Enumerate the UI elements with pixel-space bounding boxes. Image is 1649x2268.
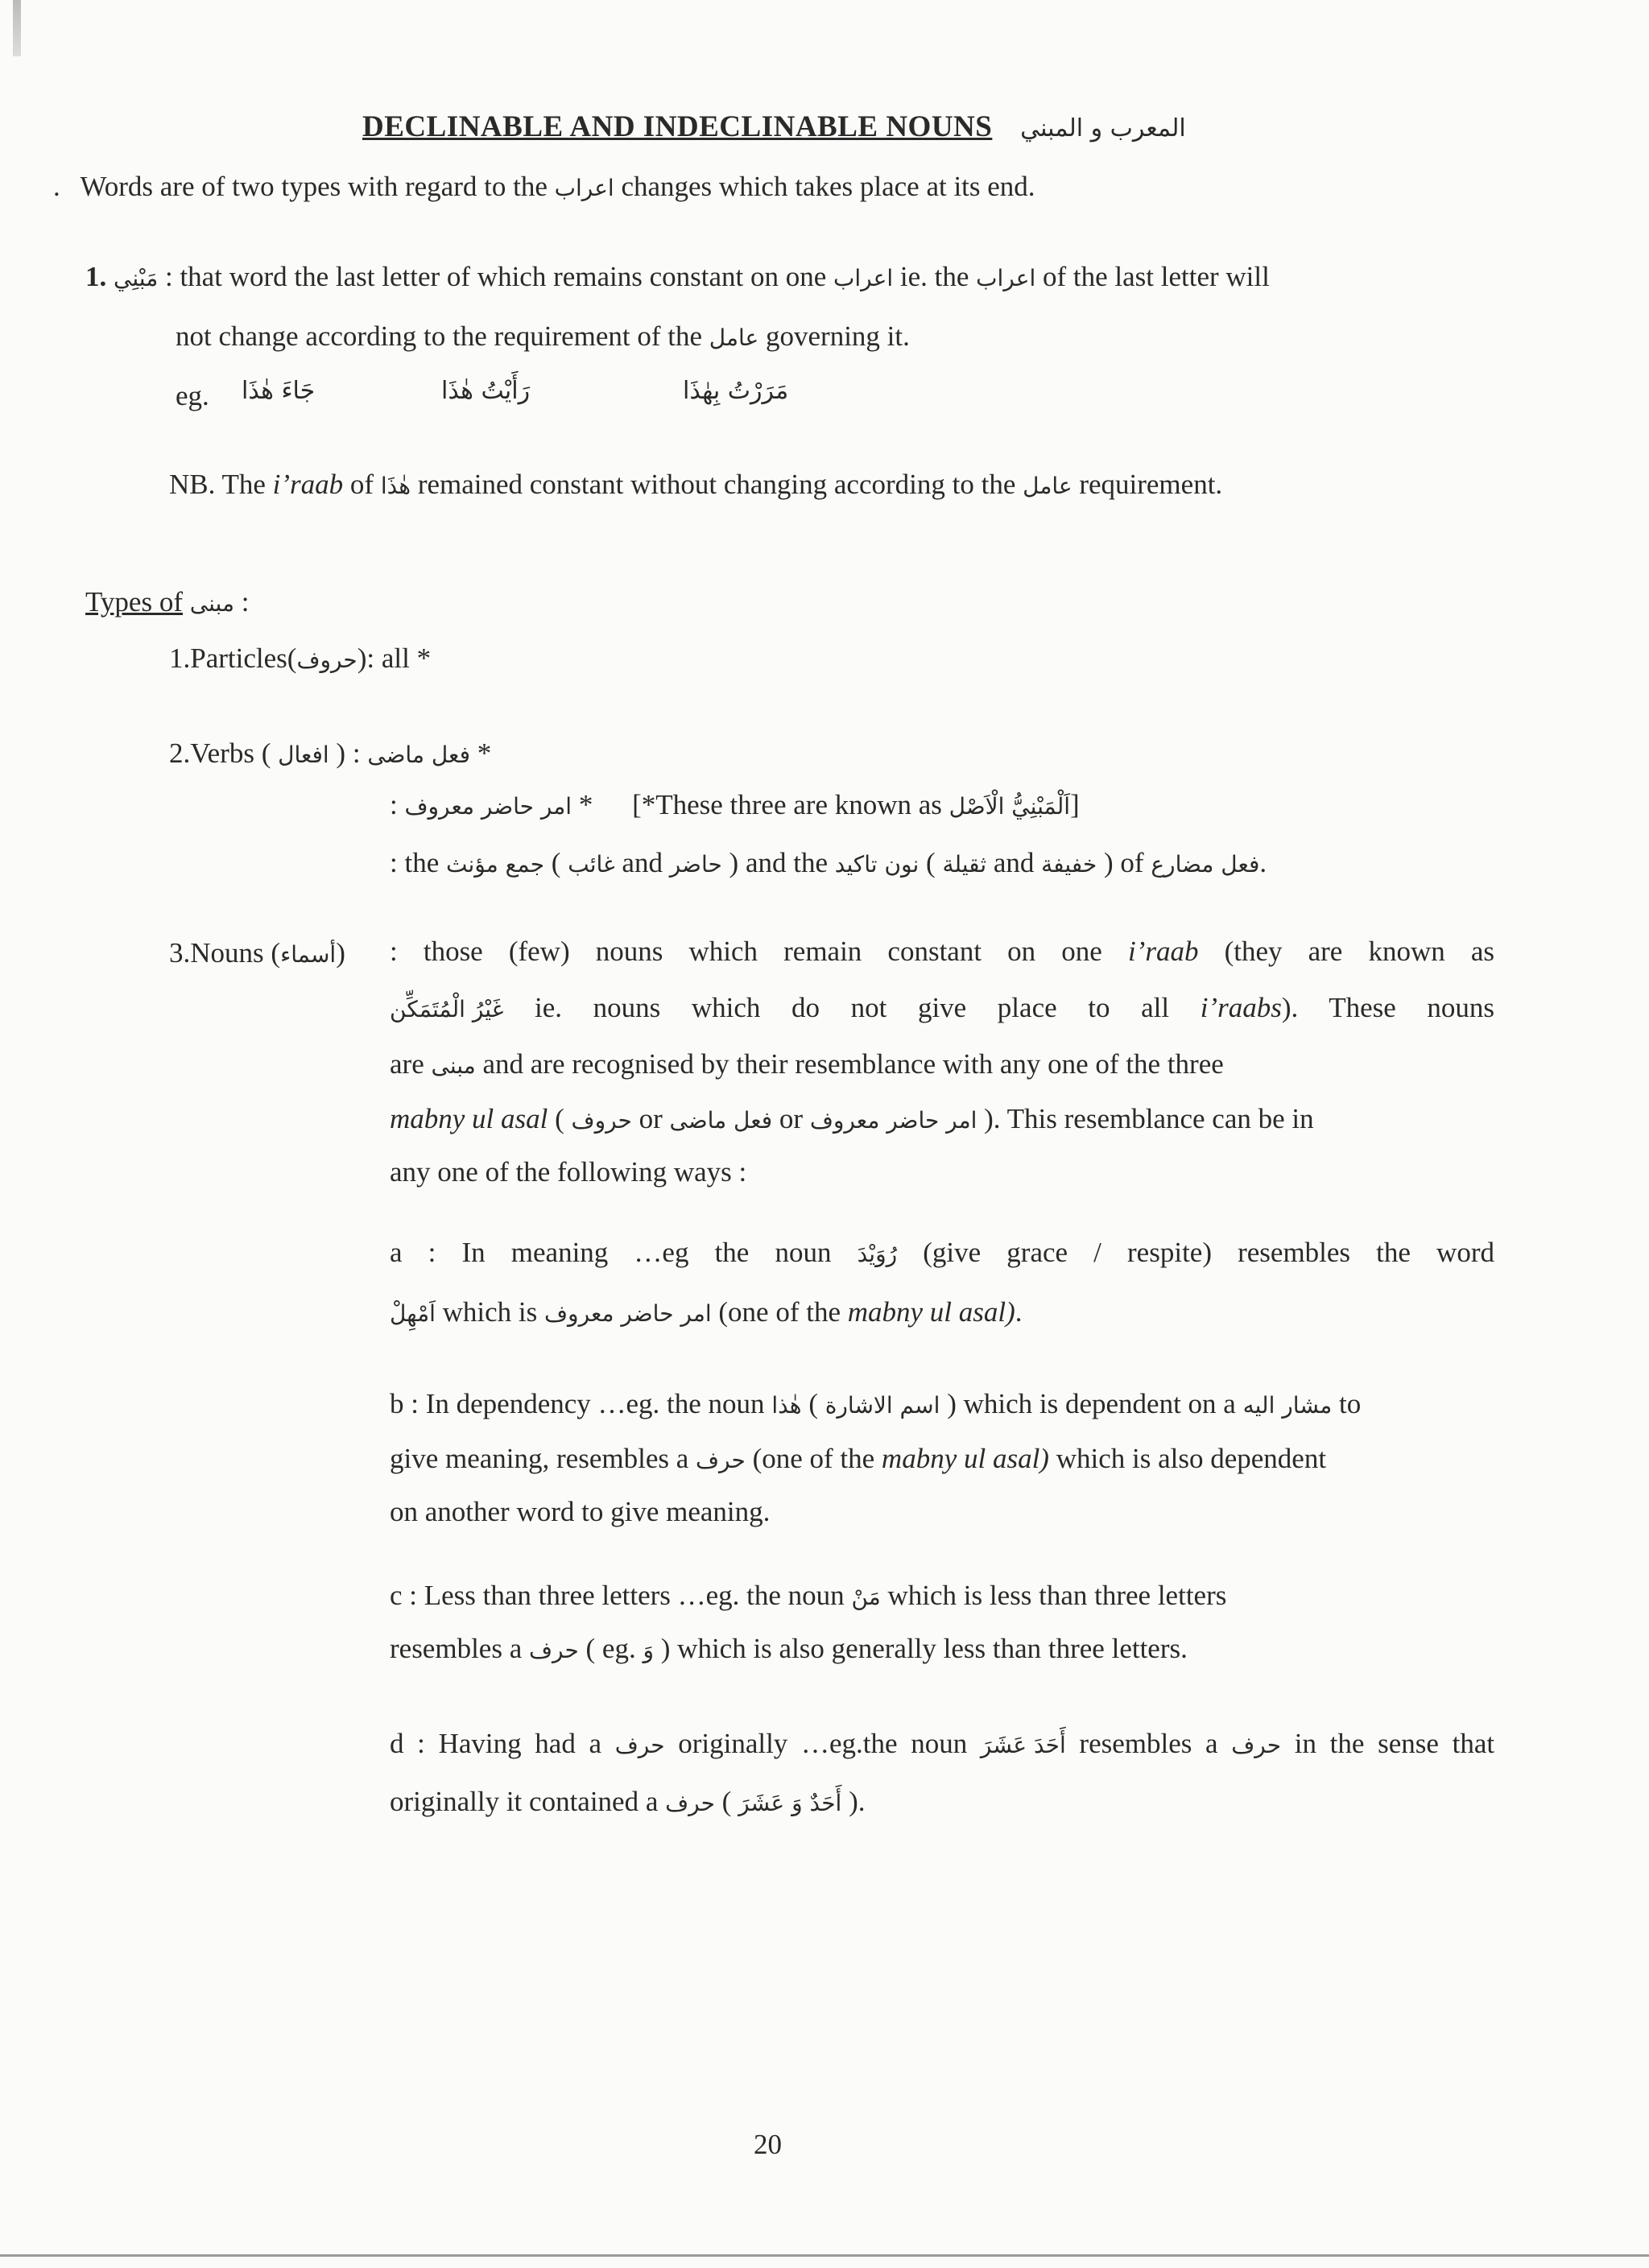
nouns-line4 (390, 1103, 1314, 1135)
verbs-arabic: غائب (568, 851, 615, 878)
nb-text: of (349, 469, 374, 500)
example-3: مَرَرْتُ بِهٰذَا (683, 377, 789, 405)
particles-line (169, 642, 431, 675)
definition-text: of the last letter will (1042, 261, 1270, 292)
mabny-ul-asal: mabny ul asal (390, 1103, 548, 1134)
way-b-text: on another word to give meaning. (390, 1496, 771, 1527)
intro-text-end: changes which takes place at its end. (621, 171, 1035, 202)
nouns-text: or (779, 1103, 804, 1134)
way-b-text: which is also dependent (1056, 1443, 1327, 1474)
arabic-iraab: اعراب (833, 265, 894, 291)
verbs-text: ) and the (729, 847, 828, 878)
nouns-line5 (390, 1156, 746, 1188)
way-d-arabic: حرف (665, 1790, 715, 1816)
particles-text: ): all * (357, 642, 432, 674)
way-d-text: originally it contained a (390, 1786, 659, 1817)
way-d-arabic: حرف (614, 1732, 665, 1758)
way-d-arabic: حرف (1231, 1732, 1282, 1758)
verbs-text: ) of (1104, 847, 1144, 878)
example-1: جَاءَ هٰذَا (242, 377, 316, 405)
nouns-label (169, 937, 345, 969)
ruwayda-arabic: رُوَيْدَ (857, 1241, 898, 1267)
man-arabic: مَنْ (851, 1584, 881, 1610)
nouns-text: 3.Nouns ( (169, 937, 281, 969)
item-number: 1. (85, 261, 107, 292)
nouns-arabic: امر حاضر معروف (809, 1107, 977, 1134)
verbs-colon: : (390, 789, 398, 820)
way-b-arabic: هٰذا (771, 1392, 802, 1419)
verbs-arabic: خفيفة (1041, 851, 1097, 878)
ghayr-mutamakkin-arabic: غَيْرُ الْمُتَمَكِّن (390, 996, 504, 1022)
ahadun-wa-ashara-arabic: أَحَدٌ وَ عَشَرَ (738, 1790, 842, 1816)
way-c-line1 (390, 1580, 1226, 1612)
way-b-line1 (390, 1388, 1361, 1420)
verb-amr-hadir: امر حاضر معروف (404, 793, 572, 820)
way-b-text: ( (808, 1388, 818, 1419)
nouns-iraabs: i’raabs (1200, 992, 1282, 1023)
way-d-text: originally …eg.the noun (678, 1728, 968, 1759)
verbs-text: ( (926, 847, 936, 878)
verbs-arabic: ثقيلة (942, 851, 987, 878)
nb-text: NB. The (169, 469, 266, 500)
way-c-text: ) which is also generally less than three letters. (660, 1633, 1188, 1664)
nouns-text: ) (336, 937, 345, 969)
way-d-line2 (390, 1786, 865, 1818)
ahada-ashara-arabic: أَحَدَ عَشَرَ (980, 1732, 1066, 1758)
definition-text: : that word the last letter of which remains constant on one (164, 261, 827, 292)
way-c-text: ( eg. (585, 1633, 636, 1664)
way-b-text: give meaning, resembles a (390, 1443, 689, 1474)
wa-arabic: وَ (643, 1637, 655, 1663)
way-d-text: ). (849, 1786, 866, 1817)
way-a-arabic: امر حاضر معروف (544, 1300, 712, 1327)
nb-text: remained constant without changing according to the (417, 469, 1016, 500)
way-b-text: to (1339, 1388, 1362, 1419)
verbs-arabic: حاضر (669, 851, 722, 878)
nb-arabic: عامل (1023, 473, 1072, 499)
mabny-ul-asal: mabny ul asal) (881, 1443, 1049, 1474)
verbs-arabic: افعال (278, 742, 329, 768)
verbs-text: and (622, 847, 663, 878)
amhil-arabic: اَمْهِلْ (390, 1300, 436, 1327)
way-d-text: ( (721, 1786, 732, 1817)
way-b-arabic: اسم الاشارة (824, 1392, 940, 1419)
way-a-line1 (390, 1237, 1494, 1269)
definition-text: governing it. (766, 320, 910, 352)
title-arabic: المعرب و المبني (1020, 114, 1186, 143)
example-2: رَأَيْتُ هٰذَا (441, 377, 531, 405)
nouns-line3 (390, 1048, 1224, 1080)
way-a-text: a : In meaning …eg the noun (390, 1237, 832, 1268)
verb-star: * (578, 789, 593, 820)
mabni-definition-line2 (176, 320, 910, 353)
way-c-text: c : Less than three letters …eg. the noun (390, 1580, 845, 1611)
mabni-definition-line1 (85, 261, 1270, 293)
way-b-text: b : In dependency …eg. the noun (390, 1388, 765, 1419)
nb-iraab: i’raab (272, 469, 344, 500)
nouns-iraab: i’raab (1127, 936, 1199, 967)
mabni-al-asal-arabic: اَلْمَبْنِيُّ الْاَصْل (948, 793, 1071, 820)
types-arabic: مبنى (189, 590, 234, 617)
nouns-text: or (639, 1103, 663, 1134)
verbs-text: 2.Verbs ( (169, 737, 271, 769)
mabny-ul-asal: mabny ul asal) (847, 1296, 1015, 1328)
nouns-text: ( (555, 1103, 564, 1134)
types-colon: : (241, 586, 250, 618)
nouns-text: ie. nouns which do not give place to all (534, 992, 1170, 1023)
nouns-arabic: فعل ماضى (669, 1107, 773, 1134)
nouns-arabic: مبنى (431, 1052, 476, 1079)
way-c-text: resembles a (390, 1633, 523, 1664)
way-d-line1 (390, 1728, 1494, 1760)
definition-text: ie. the (899, 261, 969, 292)
page-title (362, 109, 1186, 144)
verb-fil-madi: فعل ماضى (367, 742, 470, 768)
verbs-arabic: نون تاكيد (834, 851, 920, 878)
way-b-arabic: حرف (696, 1447, 746, 1473)
nb-line (169, 469, 1222, 501)
way-b-arabic: مشار اليه (1242, 1392, 1333, 1419)
intro-bullet: . (53, 171, 60, 202)
eg-label: eg. (176, 380, 209, 411)
particles-text: 1.Particles( (169, 642, 297, 674)
nb-arabic: هٰذَا (380, 473, 411, 499)
mabni-term: مَبْنِي (114, 265, 159, 291)
intro-line (53, 171, 1035, 203)
way-a-text: (one of the (718, 1296, 841, 1328)
verbs-line2 (390, 789, 1080, 821)
staple-mark (13, 0, 21, 56)
bottom-edge-line (0, 2254, 1649, 2257)
examples-line (176, 377, 836, 425)
way-a-text: . (1015, 1296, 1023, 1328)
verb-star: * (477, 737, 492, 769)
nouns-text: ). This resemblance can be in (984, 1103, 1314, 1134)
particles-arabic: حروف (296, 647, 357, 673)
arabic-iraab: اعراب (976, 265, 1036, 291)
verbs-text: and (993, 847, 1035, 878)
nouns-line2 (390, 992, 1494, 1024)
page-number: 20 (754, 2129, 782, 2160)
nouns-text: (they are known as (1224, 936, 1495, 967)
nouns-text: and are recognised by their resemblance with any one of the three (482, 1048, 1224, 1080)
way-c-text: which is less than three letters (887, 1580, 1227, 1611)
title-english: DECLINABLE AND INDECLINABLE NOUNS (362, 110, 993, 143)
intro-text: Words are of two types with regard to the (80, 171, 548, 202)
nouns-text: ). These nouns (1281, 992, 1495, 1023)
way-d-text: in the sense that (1294, 1728, 1495, 1759)
types-label: Types of (85, 586, 183, 618)
way-a-line2 (390, 1296, 1023, 1328)
verbs-text: ) : (336, 737, 361, 769)
nouns-text: are (390, 1048, 424, 1080)
verbs-line3 (390, 847, 1267, 879)
way-c-line2 (390, 1633, 1188, 1665)
types-heading (85, 586, 249, 618)
verbs-arabic: فعل مضارع (1151, 851, 1260, 878)
verbs-text: . (1259, 847, 1267, 878)
verbs-note-end: ] (1070, 789, 1080, 820)
way-a-text: which is (442, 1296, 538, 1328)
verbs-line1 (169, 737, 491, 770)
verbs-text: ( (551, 847, 561, 878)
nouns-arabic: أسماء (280, 941, 337, 968)
nouns-text: any one of the following ways : (390, 1156, 747, 1188)
intro-arabic: اعراب (554, 175, 614, 201)
definition-text: not change according to the requirement of the (176, 320, 703, 352)
way-b-text: (one of the (752, 1443, 875, 1474)
verbs-text: : the (390, 847, 440, 878)
way-c-arabic: حرف (528, 1637, 579, 1663)
way-a-text: (give grace / respite) resembles the word (923, 1237, 1494, 1268)
nouns-line1 (390, 936, 1494, 968)
way-d-text: d : Having had a (390, 1728, 602, 1759)
arabic-aamil: عامل (709, 324, 759, 351)
way-b-line2 (390, 1443, 1326, 1475)
nouns-text: : those (few) nouns which remain constant on one (390, 936, 1102, 967)
nb-text: requirement. (1079, 469, 1223, 500)
verbs-note: [*These three are known as (632, 789, 942, 820)
way-b-text: ) which is dependent on a (947, 1388, 1236, 1419)
way-d-text: resembles a (1079, 1728, 1218, 1759)
nouns-arabic: حروف (571, 1107, 632, 1134)
verbs-arabic: جمع مؤنث (445, 851, 545, 878)
way-b-line3 (390, 1496, 770, 1528)
